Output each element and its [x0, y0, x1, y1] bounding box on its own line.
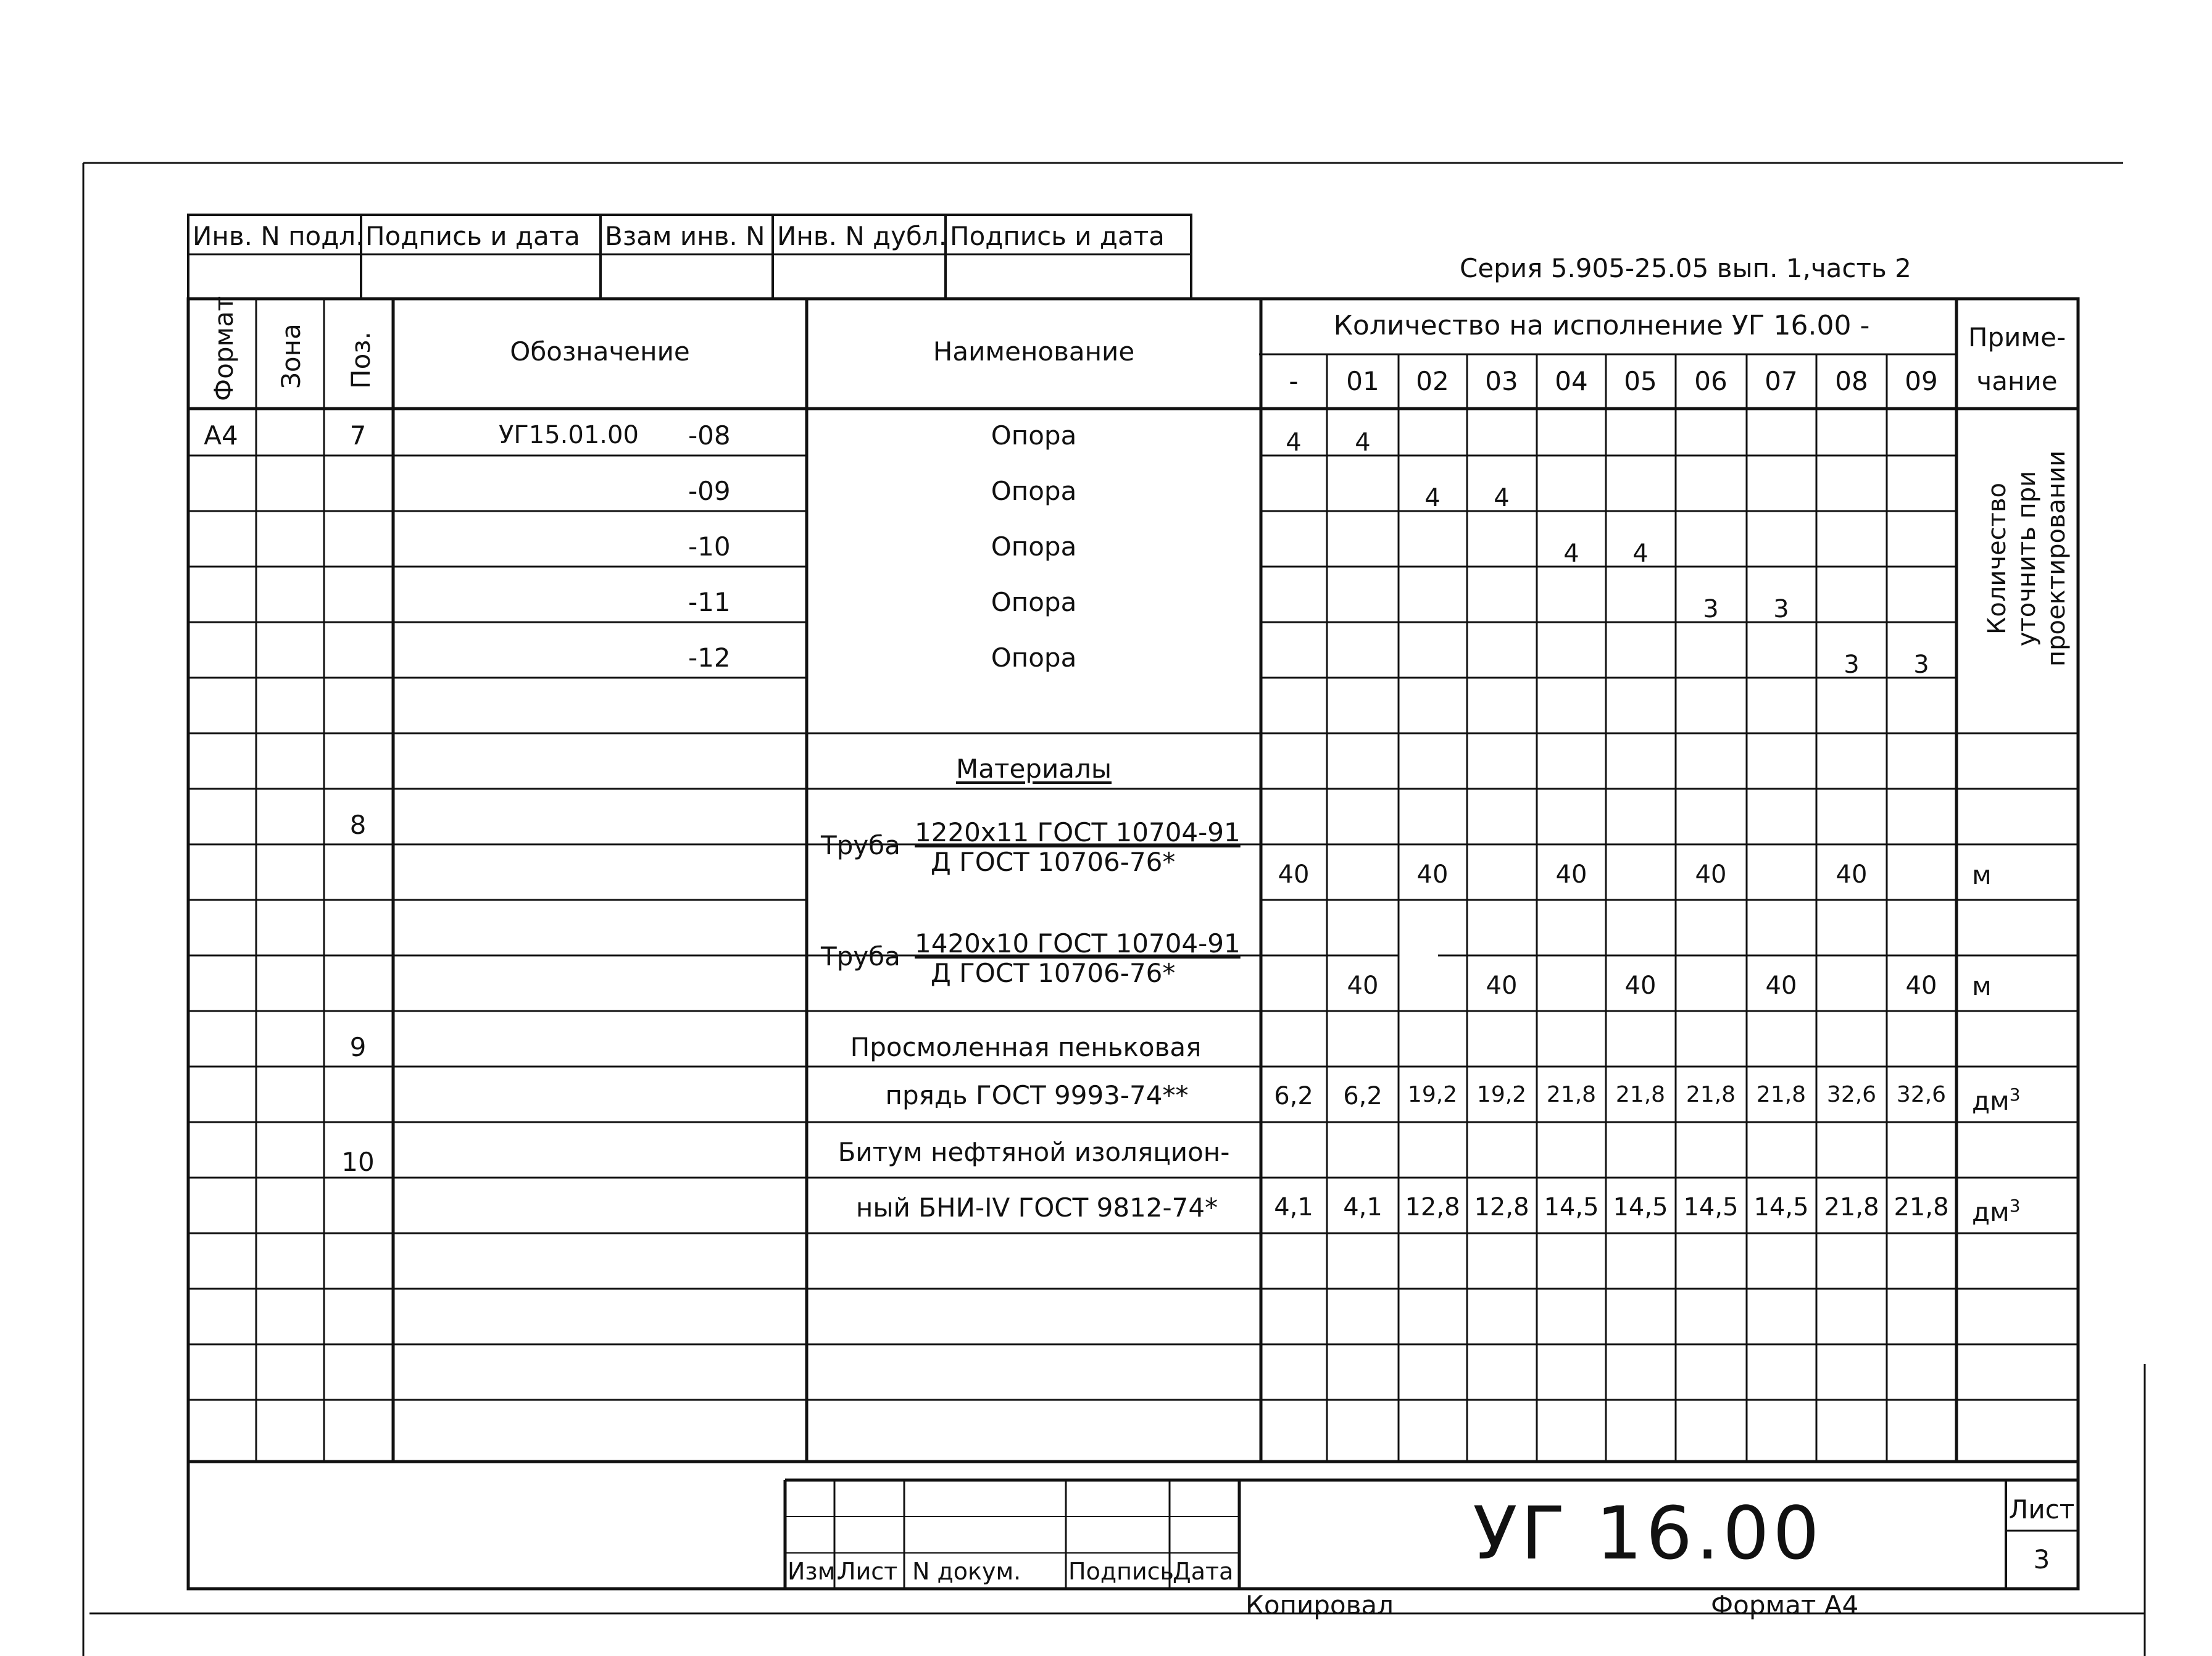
row-name: Опора: [991, 643, 1077, 673]
series-label: Серия 5.905-25.05 вып. 1,часть 2: [1460, 253, 1911, 283]
header-prime-2: чание: [1976, 366, 2058, 396]
qty-cell: 3: [1913, 651, 1929, 679]
pipe2-spec-bottom: Д ГОСТ 10706-76*: [931, 958, 1176, 988]
drawing-designation: УГ 16.00: [1473, 1491, 1823, 1576]
row-name: Опора: [991, 531, 1077, 562]
qty-cell: 4: [1563, 539, 1579, 568]
qty-cell: 3: [1844, 651, 1860, 679]
stamp-vzam-inv: Взам инв. N: [605, 221, 765, 251]
variant-col: 08: [1835, 366, 1868, 396]
pipe1-label: Труба: [821, 830, 900, 860]
qty-cell: 19,2: [1476, 1082, 1527, 1107]
row-poz: 10: [341, 1147, 375, 1177]
qty-cell: 4: [1286, 428, 1302, 457]
variant-col: 09: [1905, 366, 1938, 396]
pipe1-spec-bottom: Д ГОСТ 10706-76*: [931, 847, 1176, 877]
row-suffix: -09: [688, 476, 731, 506]
tb-podpis: Подпись: [1068, 1558, 1174, 1585]
footer-format: Формат А4: [1711, 1590, 1859, 1620]
row-suffix: -10: [688, 531, 731, 562]
qty-cell: 4: [1494, 484, 1510, 512]
variant-col: 03: [1485, 366, 1518, 396]
qty-cell: 40: [1347, 972, 1379, 1000]
variant-col: 06: [1694, 366, 1728, 396]
qty-cell: 40: [1765, 972, 1797, 1000]
qty-cell: 40: [1486, 972, 1518, 1000]
bitum-name-2: ный БНИ-IV ГОСТ 9812-74*: [855, 1192, 1218, 1223]
row-suffix: -08: [688, 420, 731, 451]
row-name: Опора: [991, 420, 1077, 451]
qty-cell: 21,8: [1546, 1082, 1597, 1107]
pipe1-spec-top: 1220х11 ГОСТ 10704-91: [915, 817, 1241, 847]
qty-cell: 21,8: [1615, 1082, 1666, 1107]
unit-cell: м: [1972, 971, 1992, 1001]
stamp-podpis-data-1: Подпись и дата: [365, 221, 580, 251]
sheet-number: 3: [2033, 1544, 2050, 1575]
side-note: Количество уточнить при проектировании: [1983, 450, 2071, 667]
row-name: Опора: [991, 587, 1077, 617]
header-naimenovanie: Наименование: [933, 336, 1135, 367]
variant-col: 07: [1765, 366, 1798, 396]
bitum-name-1: Битум нефтяной изоляцион-: [838, 1137, 1230, 1167]
qty-cell: 14,5: [1753, 1193, 1809, 1221]
variant-col: 05: [1624, 366, 1657, 396]
tb-izm: Изм.: [788, 1558, 843, 1585]
qty-cell: 12,8: [1474, 1193, 1529, 1221]
hemp-name-2: прядь ГОСТ 9993-74**: [885, 1080, 1189, 1110]
qty-cell: 19,2: [1407, 1082, 1458, 1107]
header-poz: Поз.: [346, 331, 376, 389]
qty-cell: 21,8: [1894, 1193, 1949, 1221]
row-name: Опора: [991, 476, 1077, 506]
qty-cell: 40: [1695, 860, 1727, 889]
tb-data: Дата: [1173, 1558, 1234, 1585]
variant-col: 01: [1346, 366, 1379, 396]
qty-cell: 21,8: [1756, 1082, 1807, 1107]
footer-kopiroval: Копировал: [1245, 1590, 1394, 1620]
row-code: УГ15.01.00: [499, 421, 639, 449]
unit-cell: м: [1972, 860, 1992, 890]
row-poz: 7: [349, 420, 367, 451]
header-zona: Зона: [276, 323, 306, 389]
qty-cell: 32,6: [1826, 1082, 1877, 1107]
materials-heading: Материалы: [956, 754, 1112, 784]
qty-cell: 40: [1278, 860, 1310, 889]
qty-cell: 14,5: [1613, 1193, 1668, 1221]
variant-col: -: [1289, 366, 1299, 396]
tb-n-dokum: N докум.: [912, 1558, 1021, 1585]
pipe2-spec-top: 1420х10 ГОСТ 10704-91: [915, 928, 1241, 959]
unit-cell: $дм^3$: [1972, 1196, 2021, 1227]
qty-cell: 40: [1624, 972, 1657, 1000]
qty-cell: 21,8: [1686, 1082, 1736, 1107]
qty-cell: 12,8: [1405, 1193, 1460, 1221]
pipe2-label: Труба: [821, 941, 900, 972]
hemp-name-1: Просмоленная пеньковая: [850, 1032, 1202, 1062]
qty-cell: 3: [1773, 595, 1789, 623]
qty-cell: 32,6: [1896, 1082, 1947, 1107]
qty-cell: 14,5: [1544, 1193, 1599, 1221]
qty-cell: 4: [1632, 539, 1649, 568]
qty-cell: 6,2: [1274, 1082, 1313, 1110]
qty-cell: 4,1: [1274, 1193, 1313, 1221]
header-oboznachenie: Обозначение: [510, 336, 690, 367]
qty-cell: 40: [1836, 860, 1868, 889]
qty-cell: 14,5: [1683, 1193, 1739, 1221]
qty-cell: 3: [1703, 595, 1719, 623]
header-prime-1: Приме-: [1968, 322, 2066, 352]
header-kolichestvo: Количество на исполнение УГ 16.00 -: [1333, 310, 1870, 341]
row-format: А4: [204, 420, 238, 451]
variant-col: 02: [1416, 366, 1449, 396]
qty-cell: 4,1: [1343, 1193, 1382, 1221]
tb-list: Лист: [838, 1558, 898, 1585]
sheet-label: Лист: [2008, 1494, 2075, 1525]
unit-cell: $дм^3$: [1972, 1084, 2021, 1116]
qty-cell: 40: [1416, 860, 1449, 889]
stamp-inv-podl: Инв. N подл.: [193, 221, 364, 251]
qty-cell: 4: [1355, 428, 1371, 457]
row-suffix: -11: [688, 587, 731, 617]
variant-col: 04: [1555, 366, 1588, 396]
row-suffix: -12: [688, 643, 731, 673]
qty-cell: 21,8: [1824, 1193, 1879, 1221]
header-format: Формат: [209, 296, 239, 401]
qty-cell: 4: [1424, 484, 1441, 512]
row-poz: 8: [349, 810, 367, 840]
stamp-podpis-data-2: Подпись и дата: [950, 221, 1165, 251]
qty-cell: 40: [1905, 972, 1937, 1000]
row-poz: 9: [349, 1032, 367, 1062]
qty-cell: 40: [1555, 860, 1587, 889]
stamp-inv-dubl: Инв. N дубл.: [777, 221, 947, 251]
qty-cell: 6,2: [1343, 1082, 1382, 1110]
